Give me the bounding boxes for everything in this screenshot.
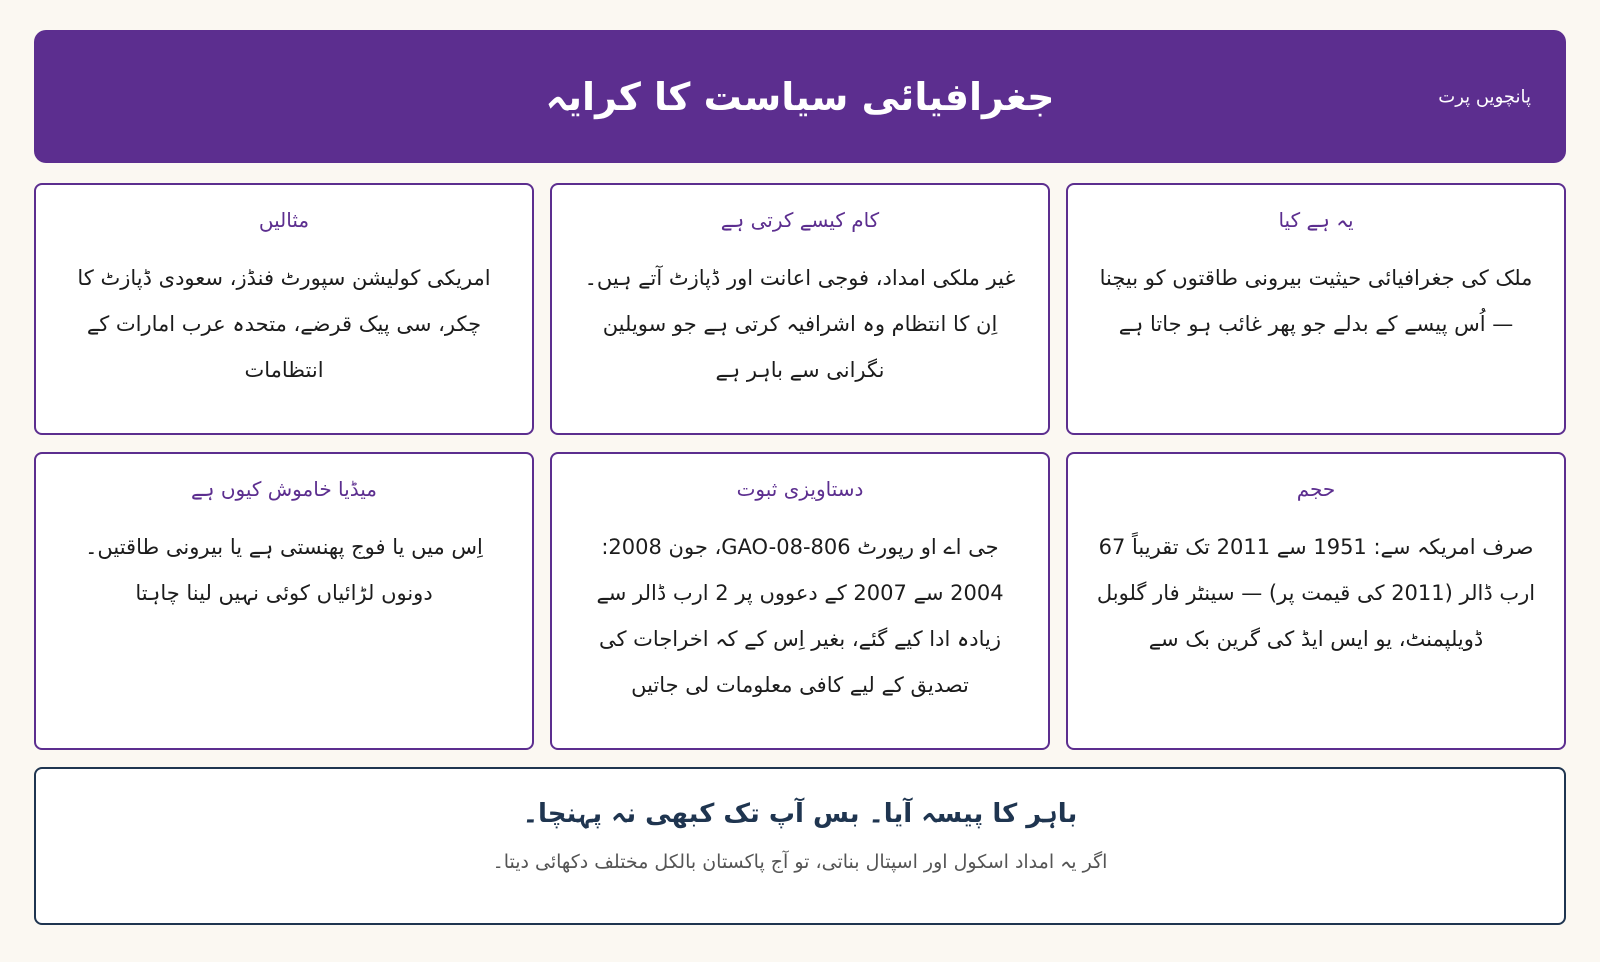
card-scale [1066, 452, 1566, 750]
card-documentary-evidence [550, 452, 1050, 750]
card-body: غیر ملکی امداد، فوجی اعانت اور ڈپازٹ آتے ہیں۔ اِن کا انتظام وہ اشرافیہ کرتی ہے جو سویلین نگرانی سے باہر ہے [584, 266, 1016, 382]
card-body: جی اے او رپورٹ GAO-08-806، جون 2008: 2004 سے 2007 کے دعووں پر 2 ارب ڈالر سے زیادہ ادا کیے گئے، بغیر اِس کے کہ اخراجات کی تصدیق کے لیے کافی معلومات لی جاتیں [596, 535, 1004, 697]
card-what-it-is [1066, 183, 1566, 435]
card-body: اِس میں یا فوج پھنستی ہے یا بیرونی طاقتیں۔ دونوں لڑائیاں کوئی نہیں لینا چاہتا [85, 535, 483, 605]
card-body: ملک کی جغرافیائی حیثیت بیرونی طاقتوں کو بیچنا — اُس پیسے کے بدلے جو پھر غائب ہو جاتا ہے [1099, 266, 1533, 336]
summary-box [34, 767, 1566, 925]
page-title: جغرافیائی سیاست کا کرایہ [545, 74, 1055, 119]
summary-title: باہر کا پیسہ آیا۔ بس آپ تک کبھی نہ پہنچا۔ [522, 799, 1078, 829]
layer-label: پانچویں پرت [1438, 86, 1531, 107]
card-title: کام کیسے کرتی ہے [720, 208, 880, 232]
card-why-media-silent [34, 452, 534, 750]
card-body: امریکی کولیشن سپورٹ فنڈز، سعودی ڈپازٹ کا چکر، سی پیک قرضے، متحدہ عرب امارات کے انتظامات [77, 266, 491, 382]
card-examples [34, 183, 534, 435]
card-title: میڈیا خاموش کیوں ہے [191, 477, 377, 501]
card-title: یہ ہے کیا [1278, 208, 1354, 232]
card-title: مثالیں [258, 208, 310, 232]
summary-subtitle: اگر یہ امداد اسکول اور اسپتال بناتی، تو آج پاکستان بالکل مختلف دکھائی دیتا۔ [492, 851, 1108, 873]
card-grid [34, 183, 1566, 750]
card-body: صرف امریکہ سے: 1951 سے 2011 تک تقریباً 67 ارب ڈالر (2011 کی قیمت پر) — سینٹر فار گلوبل ڈویلپمنٹ، یو ایس ایڈ کی گرین بک سے [1096, 535, 1536, 651]
card-title: حجم [1296, 477, 1336, 501]
card-how-it-works [550, 183, 1050, 435]
card-title: دستاویزی ثبوت [736, 477, 864, 501]
header-banner [34, 30, 1566, 163]
